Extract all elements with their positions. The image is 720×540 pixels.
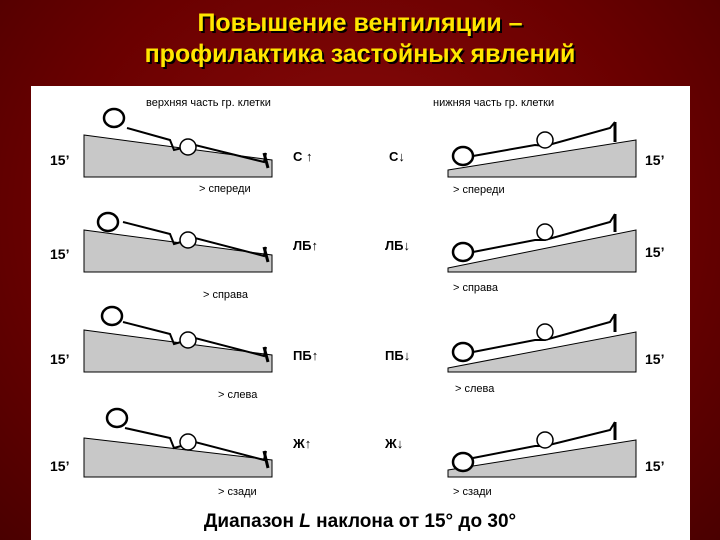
patient-knee-right-1 (537, 132, 553, 148)
patient-head-left-3 (102, 307, 122, 325)
patient-head-right-2 (453, 243, 473, 261)
upper-chest-header: верхняя часть гр. клетки (146, 97, 271, 109)
patient-head-left-2 (98, 213, 118, 231)
incline-wedge-left-4 (84, 438, 272, 477)
patient-head-left-4 (107, 409, 127, 427)
patient-knee-right-3 (537, 324, 553, 340)
direction-label-right-2: > справа (453, 282, 499, 294)
patient-head-right-4 (453, 453, 473, 471)
tilt-range-suffix: наклона от 15° до 30° (316, 511, 517, 532)
left-angle-label-2: 15’ (50, 246, 70, 262)
position-label-up-4: Ж↑ (293, 436, 312, 451)
position-label-down-1: С↓ (389, 149, 405, 164)
position-label-up-2: ЛБ↑ (293, 238, 318, 253)
direction-label-left-3: > слева (218, 389, 258, 401)
tilt-range-prefix: Диапазон (203, 511, 294, 532)
patient-knee-left-2 (180, 232, 196, 248)
patient-knee-right-4 (537, 432, 553, 448)
patient-knee-left-1 (180, 139, 196, 155)
tilt-range-caption (0, 511, 720, 533)
right-angle-label-4: 15’ (645, 458, 665, 474)
right-angle-label-2: 15’ (645, 244, 665, 260)
lower-chest-header: нижняя часть гр. клетки (433, 97, 555, 109)
direction-label-right-4: > сзади (453, 486, 492, 498)
slide-title-line-2: профилактика застойных явлений (144, 40, 576, 68)
left-angle-label-1: 15’ (50, 152, 70, 168)
position-label-down-4: Ж↓ (385, 436, 404, 451)
patient-head-right-3 (453, 343, 473, 361)
direction-label-left-2: > справа (203, 289, 249, 301)
patient-knee-left-3 (180, 332, 196, 348)
left-angle-label-4: 15’ (50, 458, 70, 474)
direction-label-left-1: > спереди (199, 183, 251, 195)
position-label-up-3: ПБ↑ (293, 348, 319, 363)
slide-title-line-1: Повышение вентиляции – (197, 9, 523, 37)
position-label-down-3: ПБ↓ (385, 348, 411, 363)
direction-label-left-4: > сзади (218, 486, 257, 498)
direction-label-right-3: > слева (455, 383, 495, 395)
patient-head-left-1 (104, 109, 124, 127)
right-angle-label-3: 15’ (645, 351, 665, 367)
direction-label-right-1: > спереди (453, 184, 505, 196)
position-label-up-1: С ↑ (293, 149, 313, 164)
position-label-down-2: ЛБ↓ (385, 238, 410, 253)
right-angle-label-1: 15’ (645, 152, 665, 168)
tilt-range-symbol: L (299, 511, 311, 532)
patient-knee-right-2 (537, 224, 553, 240)
patient-knee-left-4 (180, 434, 196, 450)
patient-head-right-1 (453, 147, 473, 165)
left-angle-label-3: 15’ (50, 351, 70, 367)
